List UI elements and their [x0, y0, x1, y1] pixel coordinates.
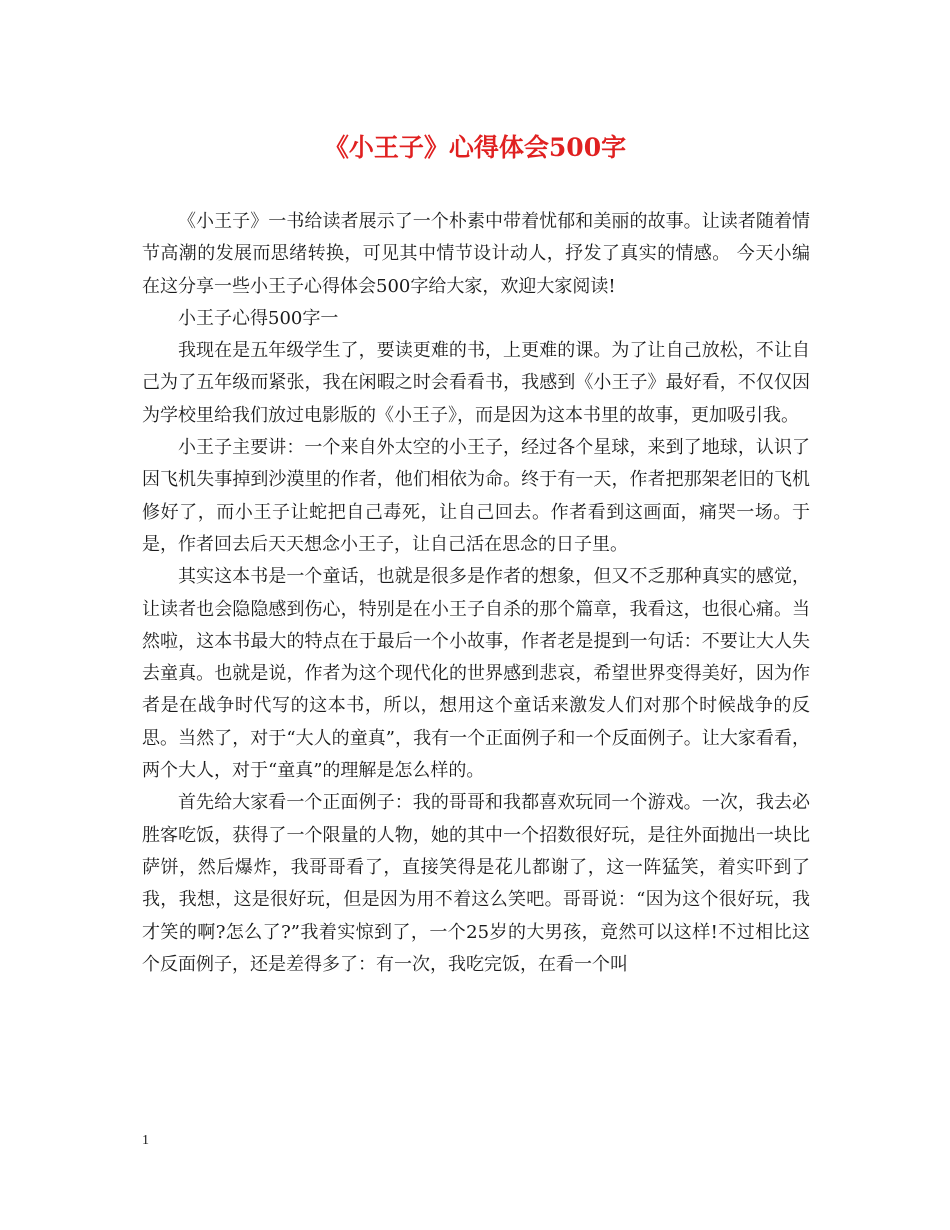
page-number: 1 — [142, 1133, 149, 1148]
body-paragraph: 小王子主要讲：一个来自外太空的小王子，经过各个星球，来到了地球，认识了因飞机失事掉到沙漠里的作者，他们相依为命。终于有一天，作者把那架老旧的飞机修好了，而小王子让蛇把自己毒死，让自己回去。作者看到这画面，痛哭一场。于是，作者回去后天天想念小王子，让自己活在思念的日子里。 — [142, 437, 810, 555]
body-paragraph: 我现在是五年级学生了，要读更难的书，上更难的课。为了让自己放松，不让自己为了五年级而紧张，我在闲暇之时会看看书，我感到《小王子》最好看，不仅仅因为学校里给我们放过电影版的《小王子》，而是因为这本书里的故事，更加吸引我。 — [142, 340, 810, 426]
section-heading: 小王子心得500字一 — [178, 307, 339, 329]
document-body — [142, 206, 810, 981]
body-paragraph: 其实这本书是一个童话，也就是很多是作者的想象，但又不乏那种真实的感觉，让读者也会隐隐感到伤心，特别是在小王子自杀的那个篇章，我看这，也很心痛。当然啦，这本书最大的特点在于最后一个小故事，作者老是提到一句话：不要让大人失去童真。也就是说，作者为这个现代化的世界感到悲哀，希望世界变得美好，因为作者是在战争时代写的这本书，所以，想用这个童话来激发人们对那个时候战争的反思。当然了，对于“大人的童真”，我有一个正面例子和一个反面例子。让大家看看，两个大人，对于“童真”的理解是怎么样的。 — [142, 566, 810, 782]
intro-paragraph: 《小王子》一书给读者展示了一个朴素中带着忧郁和美丽的故事。让读者随着情节高潮的发展而思绪转换，可见其中情节设计动人，抒发了真实的情感。 今天小编在这分享一些小王子心得体会500字给大家，欢迎大家阅读! — [142, 211, 810, 297]
document-title: 《小王子》心得体会500字 — [323, 133, 627, 162]
body-paragraph: 首先给大家看一个正面例子：我的哥哥和我都喜欢玩同一个游戏。一次，我去必胜客吃饭，获得了一个限量的人物，她的其中一个招数很好玩，是往外面抛出一块比萨饼，然后爆炸，我哥哥看了，直接笑得是花儿都谢了，这一阵猛笑，着实吓到了我，我想，这是很好玩，但是因为用不着这么笑吧。哥哥说：“因为这个很好玩，我才笑的啊?怎么了?”我着实惊到了，一个25岁的大男孩，竟然可以这样!不过相比这个反面例子，还是差得多了：有一次，我吃完饭，在看一个叫 — [142, 792, 810, 975]
